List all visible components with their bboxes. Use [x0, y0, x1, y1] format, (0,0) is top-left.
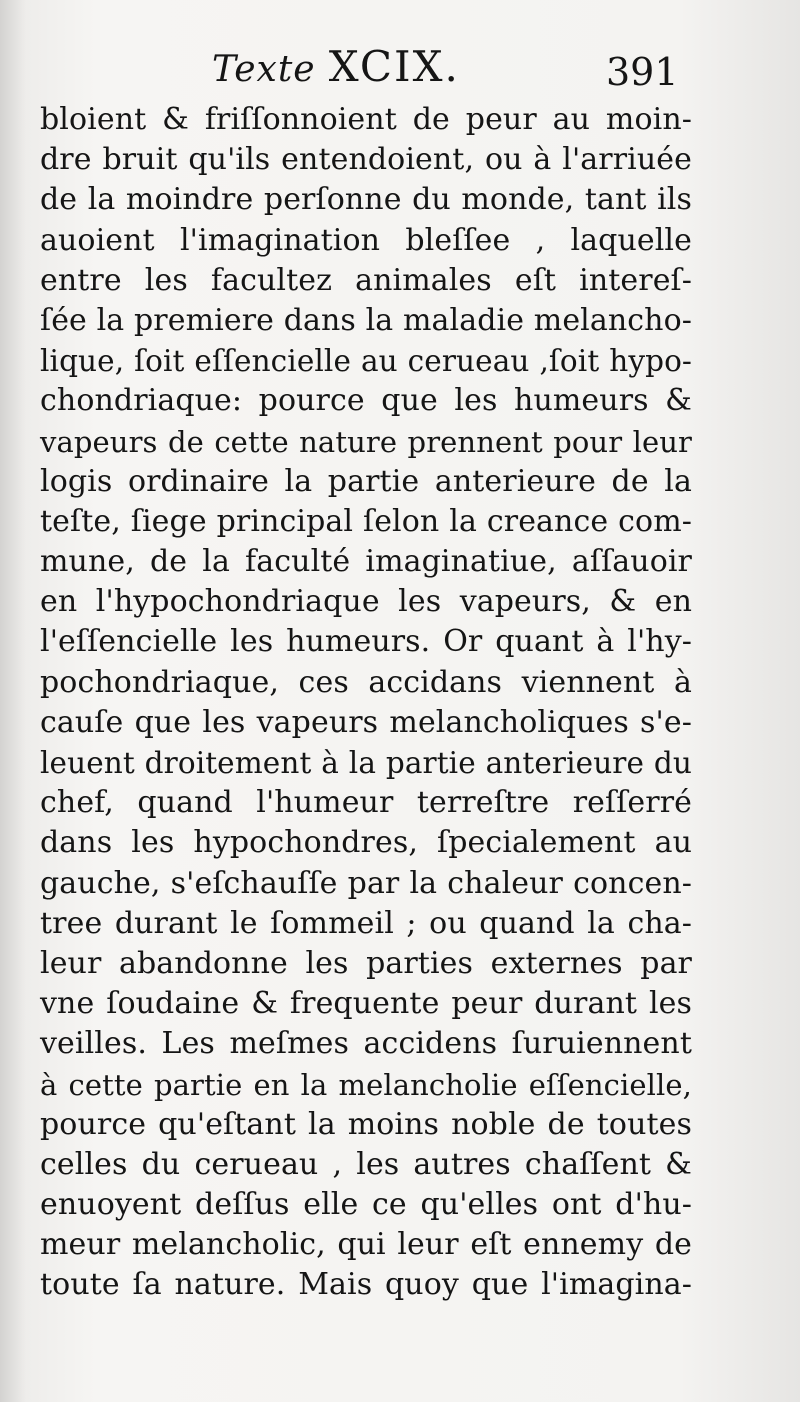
text-line: veilles. Les meſmes accidens ſuruiennent [40, 1026, 692, 1062]
text-line: mune, de la faculté imaginatiue, aſſauoir [40, 544, 692, 580]
text-line: cauſe que les vapeurs melancholiques s'e- [40, 704, 692, 740]
text-line: chondriaque: pource que les humeurs & [40, 383, 692, 419]
text-line: vne ſoudaine & frequente peur durant les [40, 986, 692, 1022]
text-line: leuent droitement à la partie anterieure du [40, 746, 692, 780]
running-head-label: Texte [212, 49, 316, 90]
text-line: vapeurs de cette nature prennent pour leur [40, 424, 692, 459]
text-line: chef, quand l'humeur terreſtre reſſerré [40, 785, 692, 821]
text-line: toute ſa nature. Mais quoy que l'imagina- [40, 1267, 692, 1303]
body-text [40, 100, 692, 1306]
running-head-number: XCIX. [328, 42, 460, 91]
text-line: celles du cerueau , les autres chaſſent & [40, 1146, 692, 1182]
text-line: pochondriaque, ces accidans viennent à [40, 664, 692, 700]
gutter-shadow [0, 0, 26, 1402]
text-line: enuoyent deſſus elle ce qu'elles ont d'hu- [40, 1187, 692, 1223]
text-line: en l'hypochondriaque les vapeurs, & en [40, 584, 692, 620]
text-line: entre les facultez animales eſt intereſ- [40, 262, 692, 298]
text-line: dre bruit qu'ils entendoient, ou à l'arriuée [40, 142, 692, 178]
text-line: tree durant le ſommeil ; ou quand la cha- [40, 905, 692, 941]
page-number: 391 [606, 50, 679, 94]
text-line: logis ordinaire la partie anterieure de la [40, 463, 692, 499]
text-line: bloient & friſſonnoient de peur au moin- [40, 102, 692, 137]
text-line: l'eſſencielle les humeurs. Or quant à l'hy- [40, 624, 692, 660]
text-line: meur melancholic, qui leur eſt ennemy de [40, 1227, 692, 1263]
text-line: à cette partie en la melancholie eſſencielle, [40, 1067, 692, 1102]
text-line: lique, ſoit eſſencielle au cerueau ,ſoit hypo- [40, 344, 692, 379]
text-line: leur abandonne les parties externes par [40, 945, 692, 981]
running-head [212, 42, 460, 91]
text-line: de la moindre perſonne du monde, tant ils [40, 182, 692, 218]
text-line: pource qu'eſtant la moins noble de toutes [40, 1106, 692, 1142]
text-line: dans les hypochondres, ſpecialement au [40, 825, 692, 861]
page-header [0, 38, 800, 98]
text-line: auoient l'imagination bleſſee , laquelle [40, 222, 692, 258]
text-line: gauche, s'eſchauſſe par la chaleur concen- [40, 865, 692, 901]
text-line: ſée la premiere dans la maladie melancho- [40, 302, 692, 338]
text-line: teſte, ſiege principal ſelon la creance com- [40, 503, 692, 539]
